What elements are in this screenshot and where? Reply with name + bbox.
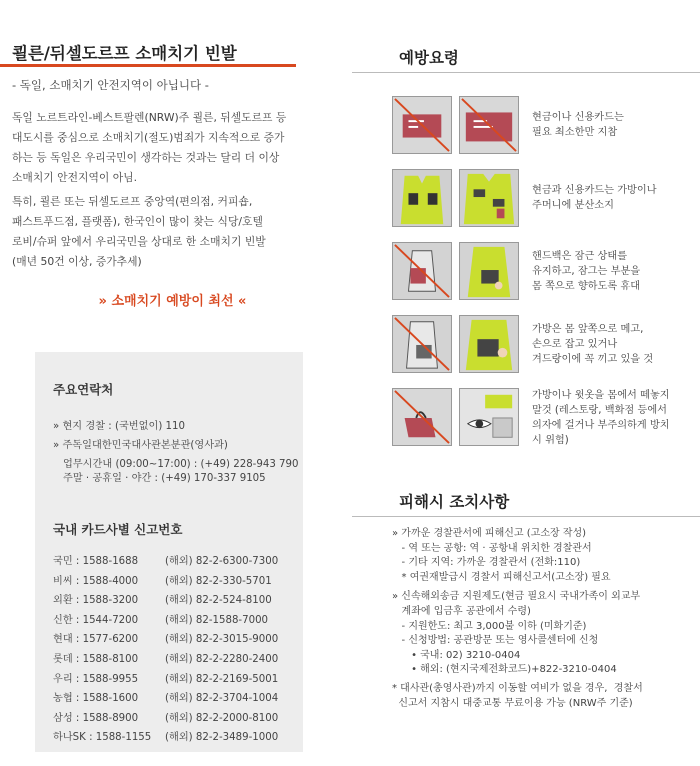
tip-line: 말것 (레스토랑, 백화점 등에서 (532, 405, 668, 416)
tip-line: 필요 최소한만 지참 (532, 127, 618, 138)
left-column (0, 0, 345, 766)
domestic-number: 신한 : 1544-7200 (53, 614, 139, 626)
tip-pictogram-icon (392, 169, 452, 227)
tip-pictogram-icon (392, 315, 452, 373)
consulate-weekday-hours: 업무시간내 (09:00~17:00) : (+49) 228-943 790 (63, 459, 299, 470)
tip-pictogram-icon (459, 242, 519, 300)
domestic-number: 현대 : 1577-6200 (53, 634, 139, 646)
para2-line: 패스트푸드점, 플랫폼), 한국인이 많이 찾는 식당/호텔 (12, 215, 263, 228)
action-line: 신고서 지참시 대중교통 무료이용 가능 (NRW주 기준) (392, 697, 633, 709)
overseas-number: (해외) 82-2-524-8100 (165, 595, 272, 607)
contacts-title: 주요연락처 (53, 382, 114, 397)
para1-line: 독일 노르트라인-베스트팔렌(NRW)주 쾰른, 뒤셀도르프 등 (12, 111, 287, 124)
tip-pictogram-icon (392, 96, 452, 154)
domestic-number: 비씨 : 1588-4000 (53, 575, 139, 587)
overseas-number: (해외) 82-2-2280-2400 (165, 654, 279, 665)
tip-pictogram-icon (459, 315, 519, 373)
prevention-title: 예방요령 (399, 49, 459, 67)
prevention-tip (392, 388, 692, 448)
para2-line: 특히, 쾰른 또는 뒤셀도르프 중앙역(편의점, 커피숍, (12, 195, 253, 208)
action-title-rule (352, 516, 700, 517)
tip-line: 손으로 잡고 있거나 (532, 338, 618, 350)
para1-line: 소매치기 안전지역이 아님. (12, 171, 138, 184)
overseas-number: (해외) 82-2-6300-7300 (165, 556, 279, 567)
tip-text (532, 183, 657, 213)
card-hotline-row (53, 572, 293, 592)
tip-pictogram-icon (392, 388, 452, 446)
card-hotline-row (53, 591, 293, 611)
prevention-tip (392, 96, 692, 156)
action-line: » 신속해외송금 지원제도(현금 필요시 국내가족이 외교부 (392, 591, 641, 603)
card-hotline-row (53, 689, 293, 709)
tip-text (532, 388, 670, 448)
tip-text (532, 322, 653, 367)
tip-pictogram-icon (459, 96, 519, 154)
action-line: • 국내: 02) 3210-0404 (392, 649, 521, 661)
action-title: 피해시 조치사항 (399, 493, 510, 511)
domestic-number: 롯데 : 1588-8100 (53, 654, 139, 665)
card-hotline-row (53, 611, 293, 631)
hotspot-paragraph (12, 192, 334, 272)
para2-line: (매년 50건 이상, 증가추세) (12, 255, 142, 268)
tip-text (532, 249, 640, 294)
consulate-after-hours: 주말 · 공휴일 · 야간 : (+49) 170-337 9105 (63, 473, 266, 484)
overseas-number: (해외) 82-1588-7000 (165, 614, 269, 626)
tip-line: 유지하고, 잠그는 부분을 (532, 265, 641, 277)
para1-line: 하는 등 독일은 우리국민이 생각하는 것과는 달리 더 이상 (12, 151, 280, 164)
overseas-number: (해외) 82-2-330-5701 (165, 575, 272, 587)
card-hotline-row (53, 552, 293, 572)
tip-line: 겨드랑이에 꼭 끼고 있을 것 (532, 353, 654, 365)
domestic-number: 농협 : 1588-1600 (53, 693, 139, 705)
action-line: » 가까운 경찰관서에 피해신고 (고소장 작성) (392, 528, 587, 539)
para1-line: 대도시를 중심으로 소매치기(절도)범죄가 지속적으로 증가 (12, 131, 285, 144)
card-hotline-row (53, 670, 293, 690)
tip-line: 현금과 신용카드는 가방이나 (532, 185, 657, 196)
action-line: - 기타 지역: 가까운 경찰관서 (전화:110) (392, 557, 581, 569)
domestic-number: 우리 : 1588-9955 (53, 673, 139, 685)
prevention-tip (392, 169, 692, 229)
right-column (352, 0, 700, 766)
tip-line: 몸 쪽으로 향하도록 휴대 (532, 280, 641, 292)
overseas-number: (해외) 82-2-3704-1004 (165, 693, 279, 705)
prevention-title-rule (352, 72, 700, 73)
overseas-number: (해외) 82-2-2169-5001 (165, 673, 279, 685)
overseas-number: (해외) 82-2-2000-8100 (165, 712, 279, 724)
prevention-callout: » 소매치기 예방이 최선 « (98, 294, 247, 309)
card-hotline-row (53, 728, 293, 748)
overseas-number: (해외) 82-2-3015-9000 (165, 634, 279, 646)
tip-line: 현금이나 신용카드는 (532, 112, 624, 123)
prevention-tip (392, 315, 692, 375)
title-underline (0, 64, 296, 67)
tip-pictogram-icon (459, 169, 519, 227)
contact-box (35, 352, 303, 752)
card-hotline-row (53, 630, 293, 650)
subtitle: - 독일, 소매치기 안전지역이 아닙니다 - (12, 78, 209, 92)
consulate-contact: » 주독일대한민국대사관본분관(영사과) (53, 440, 228, 451)
tip-pictogram-icon (459, 388, 519, 446)
tip-pictogram-icon (392, 242, 452, 300)
page-title: 쾰른/뒤셀도르프 소매치기 빈발 (12, 44, 237, 63)
tip-line: 가방은 몸 앞쪽으로 메고, (532, 323, 644, 335)
card-hotline-title: 국내 카드사별 신고번호 (53, 522, 183, 537)
action-line: - 신청방법: 공관방문 또는 영사콜센터에 신청 (392, 635, 599, 647)
action-line: * 대사관(총영사관)까지 이동할 여비가 없을 경우, 경찰서 (392, 683, 643, 694)
tip-line: 핸드백은 잠근 상태를 (532, 250, 628, 262)
tip-line: 시 위험) (532, 435, 569, 446)
tip-line: 주머니에 분산소지 (532, 200, 614, 211)
tip-text (532, 110, 624, 140)
tip-line: 가방이나 윗옷을 몸에서 떼놓지 (532, 390, 670, 401)
overseas-number: (해외) 82-2-3489-1000 (165, 732, 279, 744)
card-hotline-row (53, 709, 293, 729)
police-contact: » 현지 경찰 : (국번없이) 110 (53, 421, 185, 432)
card-hotline-row (53, 650, 293, 670)
action-line: - 지원한도: 최고 3,000불 이하 (미화기준) (392, 620, 587, 632)
domestic-number: 삼성 : 1588-8900 (53, 712, 139, 724)
para2-line: 로비/슈퍼 앞에서 우리국민을 상대로 한 소매치기 빈발 (12, 235, 266, 248)
domestic-number: 국민 : 1588-1688 (53, 556, 139, 567)
action-line: • 해외: (현지국제전화코드)+822-3210-0404 (392, 664, 617, 676)
domestic-number: 외환 : 1588-3200 (53, 595, 139, 607)
domestic-number: 하나SK : 1588-1155 (53, 732, 152, 744)
intro-paragraph (12, 108, 334, 188)
action-line: * 여권재발급시 경찰서 피해신고서(고소장) 필요 (392, 571, 611, 583)
action-line: - 역 또는 공항: 역 · 공항내 위치한 경찰관서 (392, 542, 592, 554)
prevention-tip (392, 242, 692, 302)
action-line: 계좌에 입금후 공관에서 수령) (392, 606, 531, 617)
tip-line: 의자에 걸거나 부주의하게 방치 (532, 420, 670, 431)
